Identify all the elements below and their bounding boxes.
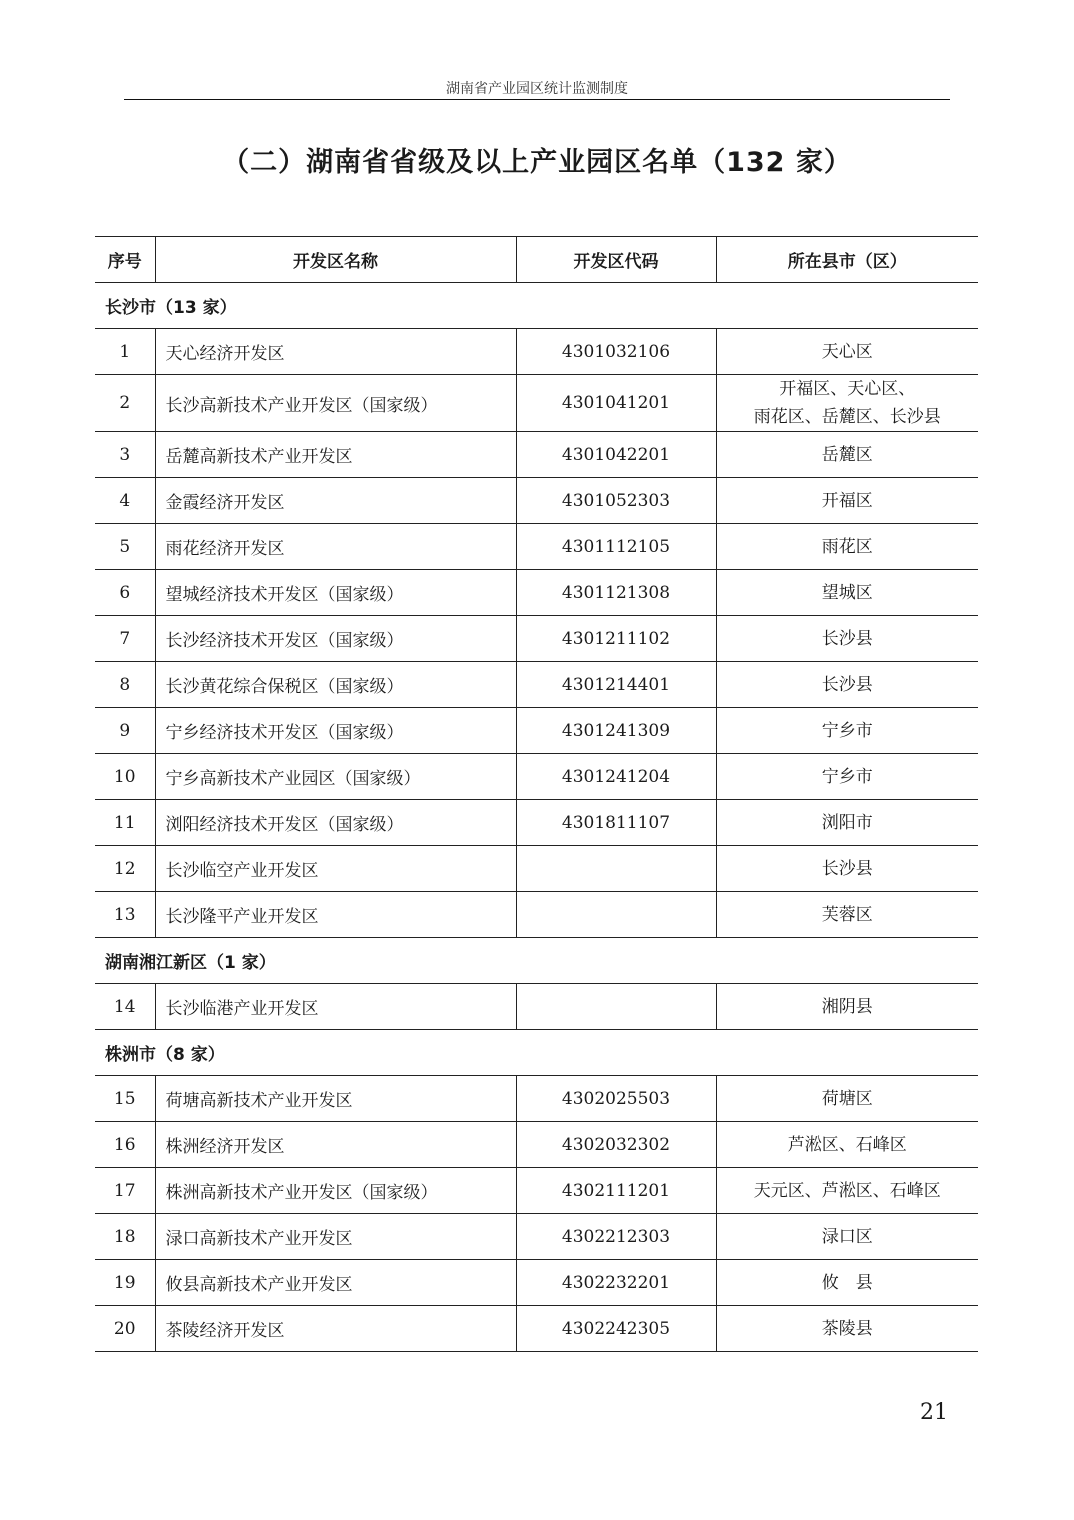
- park-code: 4302032302: [516, 1122, 716, 1168]
- park-location-line: 长沙县: [821, 628, 873, 649]
- park-name: 浏阳经济技术开发区（国家级）: [155, 800, 516, 846]
- group-label: 株洲市（8 家）: [95, 1030, 978, 1076]
- park-code: 4302025503: [516, 1076, 716, 1122]
- park-name: 长沙临港产业开发区: [155, 984, 516, 1030]
- table-row: [95, 375, 978, 432]
- park-location: [716, 846, 978, 892]
- row-number: 17: [95, 1168, 155, 1214]
- park-location-line: 长沙县: [821, 858, 873, 879]
- table-body: [95, 283, 978, 1352]
- table-row: [95, 662, 978, 708]
- parks-table: [95, 236, 978, 1352]
- row-number: 6: [95, 570, 155, 616]
- park-location: [716, 1122, 978, 1168]
- column-header-name: 开发区名称: [155, 237, 516, 283]
- park-code: [516, 892, 716, 938]
- park-location-line: 芦淞区、石峰区: [787, 1134, 907, 1155]
- row-number: 8: [95, 662, 155, 708]
- row-number: 5: [95, 524, 155, 570]
- table-row: [95, 1076, 978, 1122]
- park-name: 长沙隆平产业开发区: [155, 892, 516, 938]
- park-code: 4301041201: [516, 375, 716, 432]
- row-number: 10: [95, 754, 155, 800]
- table-row: [95, 984, 978, 1030]
- park-name: 天心经济开发区: [155, 329, 516, 375]
- park-location: [716, 662, 978, 708]
- row-number: 3: [95, 432, 155, 478]
- park-name: 望城经济技术开发区（国家级）: [155, 570, 516, 616]
- park-location: [716, 1214, 978, 1260]
- park-location: [716, 984, 978, 1030]
- row-number: 2: [95, 375, 155, 432]
- park-name: 渌口高新技术产业开发区: [155, 1214, 516, 1260]
- park-name: 长沙高新技术产业开发区（国家级）: [155, 375, 516, 432]
- park-name: 长沙经济技术开发区（国家级）: [155, 616, 516, 662]
- park-code: 4301121308: [516, 570, 716, 616]
- park-name: 株洲经济开发区: [155, 1122, 516, 1168]
- park-name: 株洲高新技术产业开发区（国家级）: [155, 1168, 516, 1214]
- running-header: 湖南省产业园区统计监测制度: [446, 81, 628, 97]
- park-location: [716, 432, 978, 478]
- page-number: 21: [920, 1400, 948, 1425]
- park-name: 攸县高新技术产业开发区: [155, 1260, 516, 1306]
- park-name: 宁乡高新技术产业园区（国家级）: [155, 754, 516, 800]
- park-location: [716, 892, 978, 938]
- table-row: [95, 800, 978, 846]
- table-row: [95, 432, 978, 478]
- row-number: 18: [95, 1214, 155, 1260]
- park-location: [716, 570, 978, 616]
- park-location-line: 天心区: [821, 341, 873, 362]
- park-name: 茶陵经济开发区: [155, 1306, 516, 1352]
- park-code: 4302242305: [516, 1306, 716, 1352]
- table-header-row: [95, 237, 978, 283]
- park-location: [716, 375, 978, 432]
- table-row: [95, 1122, 978, 1168]
- row-number: 20: [95, 1306, 155, 1352]
- table-row: [95, 1260, 978, 1306]
- park-location: [716, 1306, 978, 1352]
- park-code: 4301214401: [516, 662, 716, 708]
- park-location-line: 长沙县: [821, 674, 873, 695]
- row-number: 16: [95, 1122, 155, 1168]
- park-name: 长沙黄花综合保税区（国家级）: [155, 662, 516, 708]
- park-code: 4302212303: [516, 1214, 716, 1260]
- park-location: [716, 754, 978, 800]
- park-code: 4301112105: [516, 524, 716, 570]
- park-code: 4302232201: [516, 1260, 716, 1306]
- park-location-line: 开福区: [821, 490, 873, 511]
- page-title: （二）湖南省省级及以上产业园区名单（132 家）: [222, 147, 852, 178]
- park-location-line: 雨花区: [821, 536, 873, 557]
- row-number: 13: [95, 892, 155, 938]
- row-number: 9: [95, 708, 155, 754]
- table-row: [95, 1306, 978, 1352]
- table-row: [95, 478, 978, 524]
- table-row: [95, 846, 978, 892]
- row-number: 4: [95, 478, 155, 524]
- park-code: 4301241309: [516, 708, 716, 754]
- table-row: [95, 1168, 978, 1214]
- park-location-line: 荷塘区: [821, 1088, 873, 1109]
- park-code: 4301211102: [516, 616, 716, 662]
- row-number: 15: [95, 1076, 155, 1122]
- park-location-line: 天元区、芦淞区、石峰区: [753, 1180, 941, 1201]
- park-location-line: 芙蓉区: [821, 904, 873, 925]
- park-location-line: 岳麓区: [821, 444, 873, 465]
- park-name: 长沙临空产业开发区: [155, 846, 516, 892]
- park-location-line: 渌口区: [821, 1226, 873, 1247]
- group-row: [95, 938, 978, 984]
- park-code: 4301032106: [516, 329, 716, 375]
- header-rule: [124, 99, 950, 100]
- park-code: [516, 846, 716, 892]
- table-row: [95, 524, 978, 570]
- row-number: 12: [95, 846, 155, 892]
- park-location-line: 湘阴县: [821, 996, 873, 1017]
- park-location: [716, 708, 978, 754]
- park-name: 宁乡经济技术开发区（国家级）: [155, 708, 516, 754]
- park-location-line: 浏阳市: [821, 812, 873, 833]
- park-location: [716, 616, 978, 662]
- park-location-line: 望城区: [821, 582, 873, 603]
- park-location-line: 宁乡市: [821, 720, 873, 741]
- group-label: 长沙市（13 家）: [95, 283, 978, 329]
- park-name: 金霞经济开发区: [155, 478, 516, 524]
- table-row: [95, 570, 978, 616]
- group-label: 湖南湘江新区（1 家）: [95, 938, 978, 984]
- table-row: [95, 892, 978, 938]
- table-row: [95, 329, 978, 375]
- park-location: [716, 800, 978, 846]
- column-header-location: 所在县市（区）: [716, 237, 978, 283]
- park-location: [716, 478, 978, 524]
- row-number: 1: [95, 329, 155, 375]
- park-location: [716, 1260, 978, 1306]
- group-row: [95, 283, 978, 329]
- park-location: [716, 1076, 978, 1122]
- park-location: [716, 1168, 978, 1214]
- column-header-no: 序号: [95, 237, 155, 283]
- park-location-line: 茶陵县: [821, 1318, 873, 1339]
- park-location-line: 雨花区、岳麓区、长沙县: [753, 407, 941, 427]
- park-name: 岳麓高新技术产业开发区: [155, 432, 516, 478]
- park-code: 4301052303: [516, 478, 716, 524]
- park-location: [716, 329, 978, 375]
- park-code: 4301811107: [516, 800, 716, 846]
- park-name: 雨花经济开发区: [155, 524, 516, 570]
- park-location-line: 攸 县: [821, 1272, 873, 1293]
- table-row: [95, 754, 978, 800]
- table-row: [95, 1214, 978, 1260]
- park-code: 4301241204: [516, 754, 716, 800]
- row-number: 14: [95, 984, 155, 1030]
- table-row: [95, 708, 978, 754]
- park-location: [716, 524, 978, 570]
- park-code: [516, 984, 716, 1030]
- row-number: 19: [95, 1260, 155, 1306]
- group-row: [95, 1030, 978, 1076]
- row-number: 11: [95, 800, 155, 846]
- table-row: [95, 616, 978, 662]
- park-location-line: 开福区、天心区、: [779, 379, 916, 399]
- park-code: 4302111201: [516, 1168, 716, 1214]
- park-name: 荷塘高新技术产业开发区: [155, 1076, 516, 1122]
- row-number: 7: [95, 616, 155, 662]
- park-location-line: 宁乡市: [821, 766, 873, 787]
- column-header-code: 开发区代码: [516, 237, 716, 283]
- park-code: 4301042201: [516, 432, 716, 478]
